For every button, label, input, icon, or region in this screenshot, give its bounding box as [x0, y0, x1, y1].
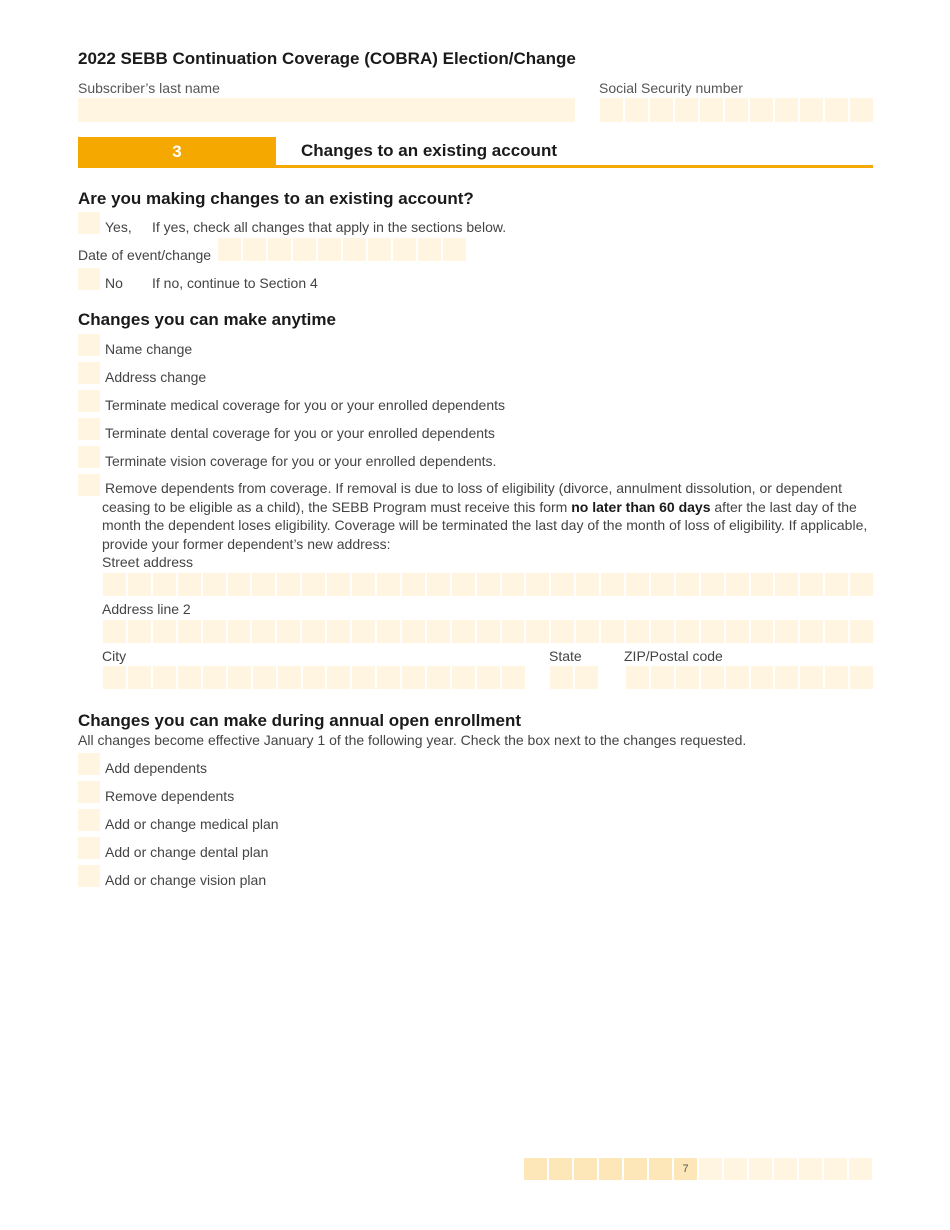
street-address-label: Street address: [102, 554, 194, 570]
page-box: [574, 1158, 597, 1180]
terminate-dental-checkbox[interactable]: [78, 418, 100, 440]
state-input[interactable]: [550, 666, 599, 689]
remove-dependents-label: Remove dependents: [105, 788, 235, 804]
last-name-label: Subscriber’s last name: [78, 80, 220, 96]
yes-label: Yes,: [105, 219, 132, 235]
terminate-dental-label: Terminate dental coverage for you or your enrolled dependents: [105, 425, 495, 441]
section-number-underline: [78, 165, 276, 168]
page-box: [824, 1158, 847, 1180]
remove-text-before: Remove dependents from coverage. If removal is due to loss of eligibility (divorce, annulment dissolution, or dependent ceasing to be eligible as a child), the SEBB Program must receive this form: [102, 480, 842, 515]
city-input[interactable]: [103, 666, 525, 689]
address-line2-input[interactable]: [103, 620, 873, 643]
anytime-heading: Changes you can make anytime: [78, 310, 336, 329]
last-name-input[interactable]: [78, 98, 575, 122]
page-box: [724, 1158, 747, 1180]
open-enrollment-heading: Changes you can make during annual open enrollment: [78, 711, 522, 730]
page-box: [599, 1158, 622, 1180]
ssn-label: Social Security number: [599, 80, 743, 96]
section-number: 3: [78, 137, 276, 166]
no-checkbox[interactable]: [78, 268, 100, 290]
ssn-input[interactable]: [600, 98, 873, 122]
change-vision-plan-label: Add or change vision plan: [105, 872, 267, 888]
page-box: [624, 1158, 647, 1180]
remove-text-after: after the last day of the month the dependent loses eligibility. Coverage will be terminated the last day of the month of loss of eligibility. If applicable, provide your former dependent’s new address:: [102, 498, 868, 552]
address-change-checkbox[interactable]: [78, 362, 100, 384]
page-box: [649, 1158, 672, 1180]
no-hint: If no, continue to Section 4: [152, 275, 318, 291]
zip-input[interactable]: [626, 666, 873, 689]
page-box: [774, 1158, 797, 1180]
change-medical-plan-label: Add or change medical plan: [105, 816, 279, 832]
remove-dependents-coverage-checkbox[interactable]: [78, 474, 100, 496]
page-box: [699, 1158, 722, 1180]
change-medical-plan-checkbox[interactable]: [78, 809, 100, 831]
date-of-event-label: Date of event/change: [78, 247, 212, 263]
document-title: 2022 SEBB Continuation Coverage (COBRA) Election/Change: [78, 49, 576, 68]
street-address-input[interactable]: [103, 573, 873, 596]
address-line2-label: Address line 2: [102, 601, 191, 617]
change-dental-plan-label: Add or change dental plan: [105, 844, 269, 860]
state-label: State: [549, 648, 582, 664]
terminate-vision-checkbox[interactable]: [78, 446, 100, 468]
existing-account-question: Are you making changes to an existing account?: [78, 189, 474, 208]
remove-dependents-checkbox[interactable]: [78, 781, 100, 803]
remove-dependents-paragraph: [102, 479, 872, 553]
name-change-checkbox[interactable]: [78, 334, 100, 356]
address-change-label: Address change: [105, 369, 207, 385]
page-box: [749, 1158, 772, 1180]
yes-checkbox[interactable]: [78, 212, 100, 234]
terminate-vision-label: Terminate vision coverage for you or your enrolled dependents.: [105, 453, 497, 469]
section-underline: [276, 165, 873, 168]
page-box: [849, 1158, 872, 1180]
terminate-medical-checkbox[interactable]: [78, 390, 100, 412]
date-of-event-input[interactable]: [218, 238, 466, 261]
page-box: [799, 1158, 822, 1180]
page-number: 7: [674, 1158, 697, 1180]
name-change-label: Name change: [105, 341, 193, 357]
add-dependents-checkbox[interactable]: [78, 753, 100, 775]
no-label: No: [105, 275, 123, 291]
change-vision-plan-checkbox[interactable]: [78, 865, 100, 887]
change-dental-plan-checkbox[interactable]: [78, 837, 100, 859]
remove-text-bold: no later than 60 days: [571, 498, 711, 515]
add-dependents-label: Add dependents: [105, 760, 207, 776]
city-label: City: [102, 648, 127, 664]
zip-label: ZIP/Postal code: [624, 648, 723, 664]
section-title: Changes to an existing account: [301, 141, 557, 160]
page-box: [549, 1158, 572, 1180]
section-header: [78, 137, 873, 169]
open-enrollment-note: All changes become effective January 1 of the following year. Check the box next to the changes requested.: [78, 732, 747, 748]
page-indicator: [524, 1158, 872, 1180]
terminate-medical-label: Terminate medical coverage for you or your enrolled dependents: [105, 397, 506, 413]
page-box: [524, 1158, 547, 1180]
yes-hint: If yes, check all changes that apply in the sections below.: [152, 219, 507, 235]
